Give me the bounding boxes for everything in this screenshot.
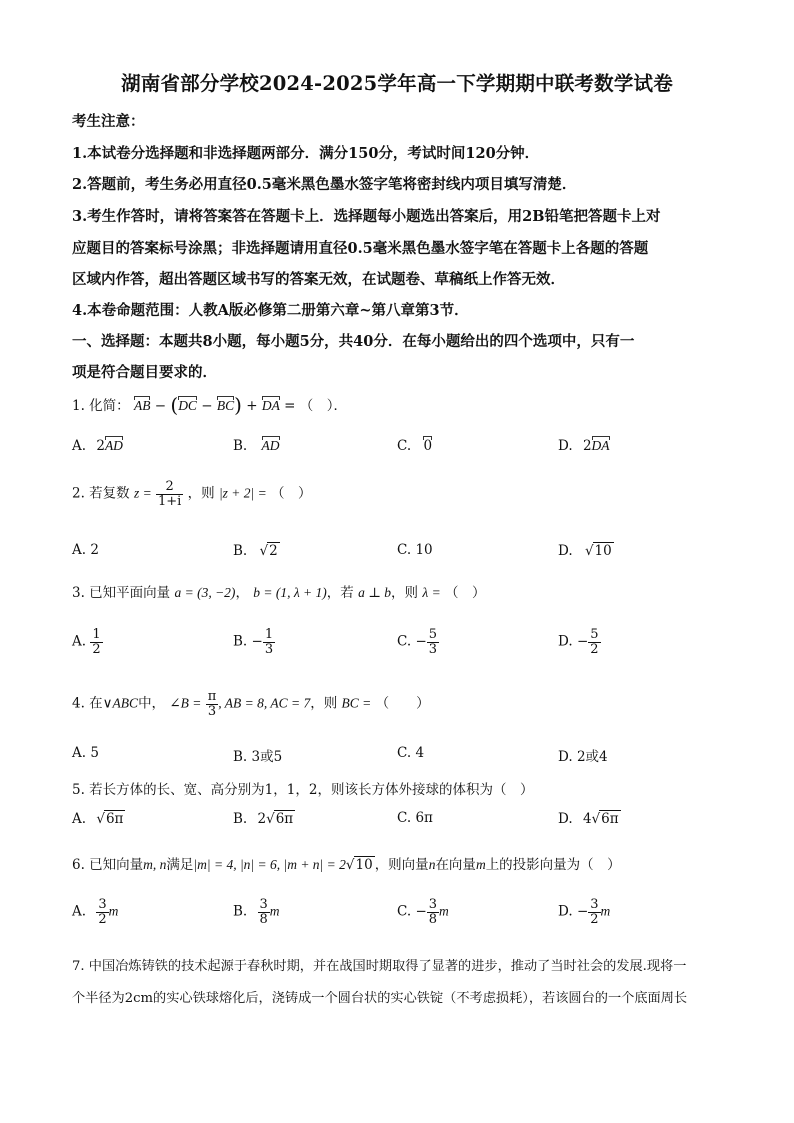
option-label: C.: [397, 438, 412, 454]
numerator: 3: [259, 897, 268, 912]
then-text: ，则: [187, 485, 215, 502]
option-label: D.: [558, 543, 573, 559]
option-label: A.: [72, 438, 87, 454]
minus-sign: −: [415, 633, 427, 650]
q1-option-d: [558, 438, 610, 454]
q3-option-c: [397, 628, 439, 656]
option-label: A.: [72, 811, 87, 827]
q2-option-c: [397, 542, 433, 558]
vector-n: n: [428, 857, 436, 872]
vector-ad: AD: [261, 438, 280, 453]
q5-option-c: [397, 810, 433, 826]
fraction: [156, 480, 183, 508]
plus-sign: +: [246, 398, 258, 414]
question-1-number: 1. 化简：: [72, 398, 130, 414]
zero-vector: 0: [423, 438, 433, 454]
norm-conditions: |m| = 4, |n| = 6, |m + n| = 2: [193, 857, 346, 872]
sqrt-sign: √: [345, 857, 355, 873]
fraction: [588, 898, 600, 926]
option-label: C.: [397, 810, 412, 826]
q6-option-b: [233, 898, 280, 926]
numerator: π: [207, 689, 217, 704]
denominator: 2: [92, 641, 101, 657]
option-value: 5: [90, 745, 99, 761]
vector-b-expression: b = (1, λ + 1): [253, 585, 327, 600]
denominator: 8: [428, 911, 438, 927]
sqrt-radicand: 10: [355, 857, 373, 873]
option-coef: 2: [257, 811, 267, 827]
option-label: B.: [233, 633, 248, 650]
sqrt-radicand: 6π: [105, 811, 124, 827]
notice-item-2: 2.答题前，考生务必用直径0.5毫米黑色墨水签字笔将密封线内项目填写清楚．: [72, 176, 577, 193]
notice-item-4: 4.本卷命题范围：人教A版必修第二册第六章~第八章第3节．: [72, 302, 469, 319]
q1-option-b: [233, 438, 280, 454]
option-label: D.: [558, 633, 573, 650]
q4-option-c: [397, 745, 424, 761]
minus-sign: −: [154, 398, 167, 414]
if-text: ，若: [326, 585, 354, 601]
q4-option-a: [72, 745, 99, 761]
answer-blank: （ ）．: [299, 398, 347, 414]
option-label: A.: [72, 745, 87, 761]
denominator: 2: [98, 911, 107, 927]
q4-option-d: [558, 745, 608, 765]
q5-option-d: [558, 810, 621, 827]
then-text: ，则: [310, 695, 338, 712]
lambda-equals: λ =: [422, 585, 441, 600]
option-label: D.: [558, 903, 573, 920]
q2-option-d: [558, 542, 614, 559]
option-value: 6π: [415, 810, 433, 826]
vectors-m-n: m, n: [143, 857, 167, 872]
vector-a-expression: a = (3, −2): [174, 585, 236, 600]
question-2: [72, 480, 312, 508]
notice-item-3-line-1: 3.考生作答时，请将答案答在答题卡上．选择题每小题选出答案后，用2B铅笔把答题卡上对: [72, 208, 661, 225]
option-label: A.: [72, 633, 87, 650]
denominator: 8: [259, 911, 268, 927]
numerator: 5: [590, 627, 599, 642]
question-4: [72, 690, 430, 718]
vector-dc: DC: [178, 398, 197, 413]
bc-equals: BC =: [341, 695, 372, 711]
question-7-line-2: 个半径为2cm的实心铁球熔化后，浇铸成一个圆台状的实心铁锭（不考虑损耗），若该圆台的一个底面周长: [72, 991, 688, 1006]
numerator: 5: [428, 627, 438, 642]
q3-option-b: [233, 628, 275, 656]
fraction: [258, 898, 270, 926]
minus-sign: −: [201, 398, 213, 414]
denominator: 2: [590, 911, 599, 927]
q2-option-a: [72, 542, 99, 558]
denominator: 3: [264, 641, 274, 657]
side-conditions: , AB = 8, AC = 7: [218, 695, 311, 711]
minus-sign: −: [576, 903, 589, 920]
question-6: [72, 853, 621, 873]
right-paren: ): [234, 393, 242, 417]
section-1-heading-line-2: 项是符合题目要求的．: [72, 364, 217, 381]
option-label: C.: [397, 903, 412, 920]
numerator: 1: [92, 627, 101, 642]
sqrt-radicand: 6π: [275, 811, 294, 827]
sqrt-radicand: 2: [269, 543, 278, 559]
option-label: B.: [233, 438, 248, 454]
question-tail: 上的投影向量为（ ）: [485, 857, 621, 873]
option-value: 4: [415, 745, 425, 761]
option-value: 3或5: [251, 749, 283, 765]
option-label: B.: [233, 749, 248, 765]
fraction: [588, 628, 600, 656]
exam-title: 湖南省部分学校2024-2025学年高一下学期期中联考数学试卷: [121, 72, 673, 95]
option-label: C.: [397, 745, 412, 761]
notice-heading: 考生注意：: [72, 113, 145, 130]
vector-m: m: [475, 857, 486, 872]
sqrt-sign: √: [266, 811, 275, 827]
minus-sign: −: [415, 903, 427, 920]
option-label: C.: [397, 542, 412, 558]
question-5: 5. 若长方体的长、宽、高分别为1，1，2，则该长方体外接球的体积为（ ）: [72, 782, 534, 798]
minus-sign: −: [251, 633, 263, 650]
sqrt-sign: √: [584, 543, 594, 559]
question-6-number: 6. 已知向量: [72, 857, 144, 873]
vector-m: m: [269, 903, 280, 919]
question-4-number: 4. 在: [72, 695, 103, 712]
triangle-abc: ∨ABC: [102, 695, 139, 711]
option-coef: 4: [582, 811, 592, 827]
angle-b-equals: ∠B =: [169, 695, 202, 711]
question-2-number: 2. 若复数: [72, 485, 130, 502]
answer-blank: （ ）: [271, 485, 312, 502]
equals-sign: =: [284, 398, 296, 414]
option-value: 2或4: [576, 749, 608, 765]
satisfy-text: 满足: [166, 857, 194, 873]
denominator: 3: [428, 641, 438, 657]
question-1: [72, 393, 347, 417]
option-coef: 2: [582, 438, 592, 454]
then-text: ，则: [391, 585, 419, 601]
sqrt-radicand: 6π: [601, 811, 619, 827]
in-text: 中，: [138, 695, 166, 712]
on-text: 在向量: [435, 857, 476, 873]
option-label: B.: [233, 543, 248, 559]
fraction: [96, 898, 108, 926]
abs-expression: |z + 2| =: [218, 485, 267, 501]
option-value: 2: [90, 542, 99, 558]
option-coef: 2: [96, 438, 105, 454]
denominator: 2: [590, 641, 599, 657]
notice-item-3-line-3: 区域内作答，超出答题区域书写的答案无效，在试题卷、草稿纸上作答无效．: [72, 271, 565, 288]
sqrt-sign: √: [591, 811, 601, 827]
left-paren: (: [170, 393, 179, 417]
vector-da: DA: [261, 398, 280, 413]
vector-m: m: [439, 903, 449, 919]
comma: ，: [235, 585, 249, 601]
option-label: A.: [72, 542, 87, 558]
fraction: [427, 628, 439, 656]
option-label: B.: [233, 811, 248, 827]
numerator: 1: [264, 627, 274, 642]
notice-item-3-line-2: 应题目的答案标号涂黑；非选择题请用直径0.5毫米黑色墨水签字笔在答题卡上各题的答题: [72, 240, 649, 257]
fraction: [263, 628, 275, 656]
vector-da: DA: [591, 438, 610, 453]
fraction: [206, 690, 219, 718]
option-label: A.: [72, 903, 87, 920]
vector-ad: AD: [104, 438, 123, 453]
vector-m: m: [108, 903, 119, 919]
q6-option-a: [72, 898, 118, 926]
z-equals: z =: [133, 485, 152, 501]
vector-bc: BC: [216, 398, 235, 413]
sqrt-radicand: 10: [594, 543, 612, 559]
q6-option-d: [558, 898, 610, 926]
vector-ab: AB: [133, 398, 151, 413]
option-label: D.: [558, 438, 573, 454]
denominator: 1+i: [158, 493, 182, 509]
q5-option-b: [233, 810, 295, 827]
perpendicular-condition: a ⊥ b: [358, 585, 392, 600]
numerator: 3: [590, 897, 599, 912]
question-3: [72, 581, 485, 601]
minus-sign: −: [576, 633, 589, 650]
option-value: 10: [415, 542, 433, 558]
option-label: B.: [233, 903, 248, 920]
fraction: [427, 898, 439, 926]
sqrt-sign: √: [259, 543, 269, 559]
answer-blank: （ ）: [375, 695, 430, 712]
fraction: [90, 628, 102, 656]
q1-option-a: [72, 438, 123, 454]
q5-option-a: [72, 810, 125, 827]
vector-m: m: [600, 903, 611, 919]
question-3-number: 3. 已知平面向量: [72, 585, 171, 601]
denominator: 3: [207, 703, 217, 719]
then-text: ，则向量: [374, 857, 429, 873]
q6-option-c: [397, 898, 449, 926]
option-label: D.: [558, 811, 573, 827]
notice-item-1: 1.本试卷分选择题和非选择题两部分．满分150分，考试时间120分钟．: [72, 145, 540, 162]
q3-option-a: [72, 628, 103, 656]
section-1-heading-line-1: 一、选择题：本题共8小题，每小题5分，共40分．在每小题给出的四个选项中，只有一: [72, 333, 635, 350]
numerator: 2: [156, 480, 183, 495]
numerator: 3: [428, 897, 438, 912]
q3-option-d: [558, 628, 601, 656]
option-label: C.: [397, 633, 412, 650]
q1-option-c: [397, 438, 432, 454]
sqrt-sign: √: [96, 811, 105, 827]
numerator: 3: [98, 897, 107, 912]
option-label: D.: [558, 749, 573, 765]
question-7-line-1: 7. 中国冶炼铸铁的技术起源于春秋时期，并在战国时期取得了显著的进步，推动了当时社会的发展.现将一: [72, 959, 687, 974]
q2-option-b: [233, 542, 280, 559]
answer-blank: （ ）: [444, 585, 486, 601]
q4-option-b: [233, 745, 282, 765]
